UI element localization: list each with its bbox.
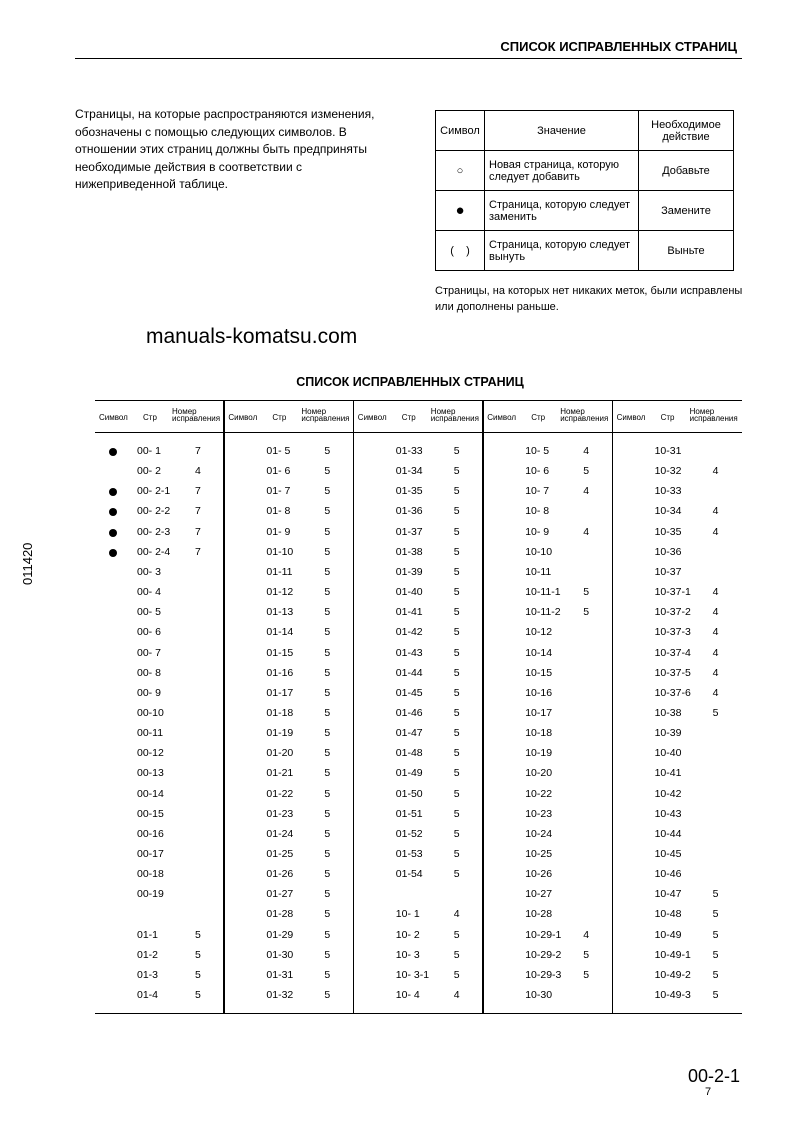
page-number: 10-45 [654,848,682,860]
revision-number: 5 [195,948,201,961]
revision-number: 7 [195,445,201,457]
page-number: 01-15 [266,646,294,659]
revision-number: 5 [583,968,590,981]
revision-number: 5 [583,606,590,619]
page-number: 00- 4 [137,586,161,599]
revision-number: 5 [324,747,331,760]
page-number: 01-4 [137,989,159,1002]
revision-number: 5 [453,767,460,780]
page-number: 10-37-6 [654,686,691,699]
filled-circle-icon: ● [436,191,485,231]
revision-number: 5 [324,485,331,498]
page-number: 10-24 [525,827,553,840]
page-number: 10-37-2 [654,606,691,619]
legend-header-symbol: Символ [436,111,485,151]
page-number: 10-49 [654,928,682,941]
page-number: 10-29-1 [525,928,562,941]
page-number: 00- 8 [137,666,161,679]
col-header-revision: исправления [301,414,350,423]
page-number: 00- 1 [137,445,161,457]
col-header-revision: Номер [560,407,585,416]
page-number: 10-12 [525,626,553,639]
legend-header-action: Необходимое действие [639,111,734,151]
page-number: 01-1 [137,928,159,941]
page-number: 00- 2-4 [137,545,171,558]
revision-number: 5 [712,888,719,901]
page-number: 01-18 [266,706,294,719]
revision-number: 5 [195,968,201,981]
page-number: 00- 2-1 [137,485,171,498]
revision-number: 5 [324,908,331,921]
revision-number: 5 [324,767,331,780]
page-number: 01-44 [395,666,423,679]
page-number: 10-28 [525,908,553,921]
revision-number: 5 [453,787,460,800]
page-number: 01- 8 [266,505,291,518]
page-number: 10-26 [525,868,553,881]
revision-number: 7 [195,505,201,518]
page-number: 10-49-1 [654,948,691,961]
revision-number: 5 [453,565,460,578]
revision-number: 4 [712,465,719,478]
revision-number: 5 [324,948,331,961]
page-number: 10-37-1 [654,586,691,599]
page-number: 01-51 [395,807,423,820]
revision-number: 5 [453,465,460,478]
page-number: 10-23 [525,807,553,820]
revision-number: 5 [453,525,460,538]
page-number: 01-34 [395,465,423,478]
revision-number: 5 [324,586,331,599]
page-number: 00-11 [137,727,164,740]
revision-number: 7 [195,545,201,558]
page-number: 01-43 [395,646,423,659]
page-number: 10-46 [654,868,682,881]
revision-number: 5 [712,948,719,961]
page-number: 01-16 [266,666,294,679]
page-number: 10-37-5 [654,666,691,679]
page-number: 10-30 [525,989,553,1002]
filled-circle-icon [109,508,117,516]
side-code: 011420 [20,542,35,585]
revision-number: 5 [453,485,460,498]
page-number: 00-13 [137,767,164,780]
revision-number: 5 [712,968,719,981]
page-number: 01-48 [395,747,423,760]
page-number: 10-39 [654,727,682,740]
revision-number: 5 [324,445,331,457]
page-number: 01-39 [395,565,423,578]
page-number: 01-37 [395,525,423,538]
revision-number: 5 [324,868,331,881]
header-title: СПИСОК ИСПРАВЛЕННЫХ СТРАНИЦ [500,39,737,54]
page-number: 10-17 [525,706,553,719]
filled-circle-icon [109,488,117,496]
page-number: 10- 3-1 [395,968,430,981]
page-number: 00- 9 [137,686,161,699]
page-number: 10- 7 [525,485,550,498]
page-number: 10-32 [654,465,682,478]
page-number: 10-10 [525,545,553,558]
legend-action: Замените [639,191,734,231]
revision-number: 4 [195,465,201,478]
revision-number: 5 [324,545,331,558]
revision-number: 5 [712,989,719,1002]
col-header-page: Стр [143,413,157,422]
revision-number: 5 [453,606,460,619]
column-divider [223,401,225,1013]
page-number: 01-11 [266,565,293,578]
revision-number: 4 [453,989,460,1002]
col-header-page: Стр [272,413,287,422]
page-number: 01-33 [395,445,423,457]
revision-number: 7 [195,525,201,538]
legend-header-meaning: Значение [485,111,639,151]
page-number: 01-12 [266,586,294,599]
page-number: 01-20 [266,747,294,760]
revision-number: 4 [453,908,460,921]
legend-action: Добавьте [639,151,734,191]
page-number: 00- 2 [137,465,161,478]
page-number: 10-38 [654,706,682,719]
revision-number: 5 [453,545,460,558]
page-number: 00- 7 [137,646,161,659]
col-header-symbol: Символ [616,413,646,422]
page-number: 00-15 [137,807,164,820]
page-number: 01-19 [266,727,294,740]
page-number: 10-36 [654,545,682,558]
col-header-symbol: Символ [487,413,517,422]
footer-revision: 7 [705,1086,712,1098]
page-number: 00-18 [137,868,164,881]
revision-number: 5 [453,666,460,679]
page-number: 10-47 [654,888,682,901]
page-number: 01-47 [395,727,423,740]
revision-number: 5 [324,646,331,659]
page-number: 01-46 [395,706,423,719]
revision-number: 5 [324,888,331,901]
revision-number: 5 [453,827,460,840]
page-number: 01-25 [266,848,294,860]
revision-number: 5 [453,948,460,961]
page-number: 01-10 [266,545,294,558]
parentheses-icon: ( ) [436,231,485,271]
col-header-page: Стр [531,413,546,422]
page-number: 00- 2-3 [137,525,171,538]
page-number: 00- 6 [137,626,161,639]
page-number: 10-11-1 [525,586,561,599]
page-number: 01-50 [395,787,423,800]
revision-number: 5 [324,666,331,679]
revision-number: 5 [324,525,331,538]
page-number: 10-49-2 [654,968,691,981]
revision-number: 4 [712,606,719,619]
page-number: 01-52 [395,827,423,840]
col-header-symbol: Символ [228,413,258,422]
revision-number: 4 [712,525,719,538]
legend-note: Страницы, на которых нет никаких меток, были исправлены или дополнены раньше. [435,285,743,313]
page-number: 01-26 [266,868,294,881]
revision-number: 4 [712,646,719,659]
revision-number: 5 [324,706,331,719]
column-divider [482,401,484,1013]
page-number: 00-10 [137,706,164,719]
page-number: 01-3 [137,968,159,981]
revision-number: 5 [453,848,460,860]
revision-number: 5 [324,626,331,639]
page-number: 10- 4 [395,989,420,1002]
page-number: 01-14 [266,626,294,639]
page-number: 10-34 [654,505,682,518]
revision-number: 5 [453,968,460,981]
page-number: 01-53 [395,848,423,860]
page-number: 10-31 [654,445,682,457]
page-number: 01-22 [266,787,294,800]
page-number: 10-25 [525,848,553,860]
page-number: 10- 5 [525,445,550,457]
legend-meaning: Новая страница, которую следует добавить [485,151,639,191]
page-number: 00- 5 [137,606,161,619]
page-number: 10-37-4 [654,646,691,659]
page-number: 10- 8 [525,505,550,518]
revision-number: 5 [195,928,201,941]
page-number: 01- 7 [266,485,291,498]
page-number: 01-2 [137,948,159,961]
page-number: 10- 3 [395,948,420,961]
page-number: 10-40 [654,747,682,760]
page-number: 10-29-3 [525,968,562,981]
page-number: 10-19 [525,747,553,760]
revision-number: 5 [453,505,460,518]
page-number: 10-11-2 [525,606,561,619]
revision-number: 5 [453,686,460,699]
page-number: 01- 9 [266,525,291,538]
page-number: 01-28 [266,908,294,921]
footer-page-code: 00-2-1 [688,1066,741,1086]
revision-number: 4 [712,586,719,599]
page-number: 10-18 [525,727,553,740]
header-divider [95,432,742,433]
page-number: 10-20 [525,767,553,780]
column-divider [353,401,355,1013]
page-number: 01-38 [395,545,423,558]
page-number: 10-37-3 [654,626,691,639]
revision-number: 5 [712,706,719,719]
revision-number: 5 [324,505,331,518]
revision-number: 5 [324,968,331,981]
revision-number: 4 [712,666,719,679]
page-number: 10-22 [525,787,553,800]
revision-number: 4 [583,485,590,498]
revision-number: 5 [453,807,460,820]
col-header-revision: Номер [172,407,197,416]
legend-meaning: Страница, которую следует заменить [485,191,639,231]
page-number: 01-21 [266,767,294,780]
page-number: 10-44 [654,827,682,840]
revision-number: 5 [583,948,590,961]
revision-number: 4 [712,686,719,699]
page-number: 10- 1 [395,908,420,921]
page-number: 00-16 [137,827,164,840]
page-number: 01-32 [266,989,294,1002]
revision-number: 5 [324,727,331,740]
filled-circle-icon [109,549,117,557]
filled-circle-icon [109,529,117,537]
page-number: 10-35 [654,525,682,538]
page-number: 01-13 [266,606,294,619]
revision-number: 5 [324,465,331,478]
open-circle-icon: ○ [436,151,485,191]
page-number: 10-16 [525,686,553,699]
page-number: 10-27 [525,888,553,901]
revision-number: 5 [712,928,719,941]
page-number: 01-54 [395,868,423,881]
page-number: 10-49-3 [654,989,691,1002]
revision-number: 5 [453,747,460,760]
page-number: 01-30 [266,948,294,961]
revision-number: 5 [324,787,331,800]
revision-number: 5 [453,868,460,881]
revision-number: 5 [453,706,460,719]
page-number: 01-27 [266,888,294,901]
revision-number: 4 [583,525,590,538]
filled-circle-icon [109,448,117,456]
page-number: 00-12 [137,747,164,760]
revision-number: 5 [453,646,460,659]
page-number: 01-42 [395,626,423,639]
col-header-revision: исправления [689,414,738,423]
intro-paragraph: Страницы, на которые распространяются изменения, обозначены с помощью следующих символов. В отношении этих страниц должны быть предприняты необходимые действия в соответствии с нижеприведенной таблице. [75,107,375,191]
page-number: 00-14 [137,787,164,800]
page-number: 00- 2-2 [137,505,171,518]
col-header-revision: Номер [301,407,327,416]
page-number: 01-49 [395,767,423,780]
header-rule [75,58,742,59]
revision-number: 5 [324,686,331,699]
revision-number: 5 [324,848,331,860]
page-number: 10- 9 [525,525,550,538]
page-number: 01- 6 [266,465,291,478]
page-number: 10-15 [525,666,553,679]
legend-action: Выньте [639,231,734,271]
page-number: 10-33 [654,485,682,498]
col-header-revision: Номер [430,407,456,416]
revision-number: 5 [324,928,331,941]
page-number: 00-19 [137,888,164,901]
page-number: 10-48 [654,908,682,921]
revision-number: 5 [324,989,331,1002]
revision-number: 4 [583,928,590,941]
page-number: 01-29 [266,928,294,941]
page-number: 10-29-2 [525,948,562,961]
page-number: 01- 5 [266,445,291,457]
revision-number: 4 [583,445,590,457]
legend-meaning: Страница, которую следует вынуть [485,231,639,271]
revision-number: 5 [453,586,460,599]
page-number: 10-43 [654,807,682,820]
page-number: 01-23 [266,807,294,820]
revised-pages-table [95,400,742,1014]
page-number: 01-40 [395,586,423,599]
col-header-revision: Номер [689,407,715,416]
page-number: 01-31 [266,968,294,981]
page-number: 01-24 [266,827,294,840]
page-number: 10-37 [654,565,682,578]
revision-number: 5 [195,989,201,1002]
revision-number: 5 [324,827,331,840]
revision-number: 5 [324,807,331,820]
table-title: СПИСОК ИСПРАВЛЕННЫХ СТРАНИЦ [296,375,524,389]
page-number: 00-17 [137,848,164,860]
revision-number: 5 [324,606,331,619]
revision-number: 4 [712,505,719,518]
page-number: 00- 3 [137,565,161,578]
page-number: 01-41 [395,606,423,619]
page-number: 01-45 [395,686,423,699]
page-number: 01-17 [266,686,294,699]
revision-number: 5 [453,626,460,639]
revision-number: 5 [453,445,460,457]
watermark: manuals-komatsu.com [146,325,358,348]
page-number: 10- 2 [395,928,420,941]
revision-number: 5 [583,586,590,599]
revision-number: 5 [583,465,590,478]
page-number: 01-36 [395,505,423,518]
col-header-revision: исправления [430,414,479,423]
col-header-symbol: Символ [99,413,128,422]
col-header-revision: исправления [560,414,609,423]
page-number: 01-35 [395,485,423,498]
page-number: 10-11 [525,565,552,578]
page-number: 10-42 [654,787,682,800]
col-header-revision: исправления [172,414,221,423]
revision-number: 5 [712,908,719,921]
col-header-page: Стр [660,413,675,422]
page-number: 10-41 [654,767,682,780]
column-divider [612,401,614,1013]
legend-table [435,110,734,271]
col-header-page: Стр [401,413,416,422]
revision-number: 7 [195,485,201,498]
page-number: 10- 6 [525,465,550,478]
revision-number: 4 [712,626,719,639]
page-number: 10-14 [525,646,553,659]
revision-number: 5 [324,565,331,578]
revision-number: 5 [453,928,460,941]
revision-number: 5 [453,727,460,740]
col-header-symbol: Символ [357,413,387,422]
